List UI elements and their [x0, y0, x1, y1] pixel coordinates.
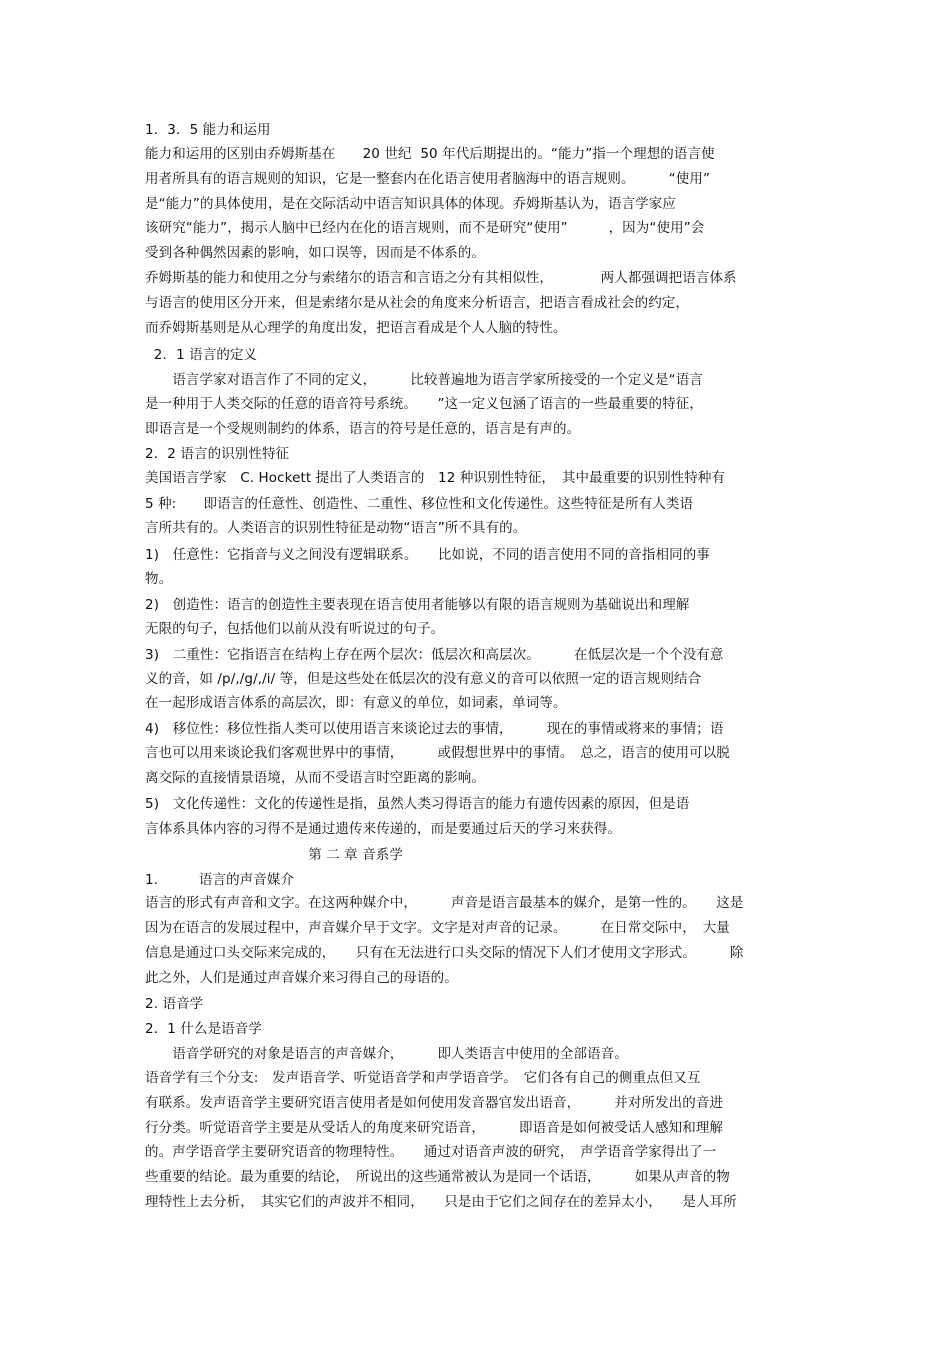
text-line: 是一种用于人类交际的任意的语音符号系统。 ”这一定义包涵了语言的一些最重要的特征， [145, 396, 703, 412]
text-line: 些重要的结论。最为重要的结论， 所说出的这些通常被认为是同一个话语， 如果从声音的物 [145, 1169, 730, 1185]
text-line: 理特性上去分析， 其实它们的声波并不相同， 只是由于它们之间存在的差异太小， 是人耳所 [145, 1194, 737, 1210]
list-item: 2) 创造性：语言的创造性主要表现在语言使用者能够以有限的语言规则为基础说出和理解 [145, 597, 690, 613]
text-line: 行分类。听觉语音学主要是从受话人的角度来研究语音， 即语音是如何被受话人感知和理解 [145, 1120, 724, 1136]
section-heading: 2. 语音学 [145, 996, 204, 1012]
text-line: 用者所具有的语言规则的知识，它是一整套内在化语言使用者脑海中的语言规则。 “使用” [145, 171, 711, 187]
text-line: 语言学家对语言作了不同的定义， 比较普遍地为语言学家所接受的一个定义是“语言 [145, 372, 703, 388]
text-line: 即语言是一个受规则制约的体系，语言的符号是任意的，语言是有声的。 [145, 421, 581, 437]
text-line: 乔姆斯基的能力和使用之分与索绪尔的语言和言语之分有其相似性， 两人都强调把语言体系 [145, 270, 737, 286]
chapter-title: 第 二 章 音系学 [145, 847, 403, 863]
text-line: 言也可以用来谈论我们客观世界中的事情， 或假想世界中的事情。 总之，语言的使用可以脱 [145, 745, 730, 761]
list-item: 1) 任意性：它指音与义之间没有逻辑联系。 比如说，不同的语言使用不同的音指相同的事 [145, 547, 710, 563]
text-line: 是“能力”的具体使用，是在交际活动中语言知识具体的体现。乔姆斯基认为，语言学家应 [145, 196, 676, 212]
text-line: 语音学有三个分支: 发声语音学、听觉语音学和声学语音学。 它们各有自己的侧重点但又互 [145, 1070, 701, 1086]
text-line: 有联系。发声语音学主要研究语言使用者是如何使用发音器官发出语音， 并对所发出的音进 [145, 1095, 724, 1111]
list-item: 3) 二重性：它指语言在结构上存在两个层次：低层次和高层次。 在低层次是一个个没有意 [145, 647, 724, 663]
text-line: 与语言的使用区分开来，但是索绪尔是从社会的角度来分析语言，把语言看成社会的约定， [145, 295, 689, 311]
text-line: 无限的句子，包括他们以前从没有听说过的句子。 [145, 621, 445, 637]
text-line: 能力和运用的区别由乔姆斯基在 20 世纪 50 年代后期提出的。“能力”指一个理想的语言使 [145, 146, 715, 162]
text-line: 离交际的直接情景语境，从而不受语言时空距离的影响。 [145, 770, 485, 786]
text-line: 该研究“能力”，揭示人脑中已经内在化的语言规则，而不是研究“使用” ，因为“使用”会 [145, 220, 705, 236]
text-line: 在一起形成语言体系的高层次，即：有意义的单位，如词素，单词等。 [145, 695, 567, 711]
text-line: 义的音，如 /p/,/g/,/i/ 等，但是这些处在低层次的没有意义的音可以依照一定的语言规则结合 [145, 671, 702, 687]
text-line: 1．3．5 能力和运用 [145, 122, 271, 138]
list-item: 5) 文化传递性：文化的传递性是指，虽然人类习得语言的能力有遗传因素的原因，但是语 [145, 796, 690, 812]
text-line: 言所共有的。人类语言的识别性特征是动物“语言”所不具有的。 [145, 520, 527, 536]
section-heading: 2．1 语言的定义 [145, 347, 258, 363]
text-line: 因为在语言的发展过程中，声音媒介早于文字。文字是对声音的记录。 在日常交际中， 大量 [145, 920, 730, 936]
text-line: 美国语言学家 C. Hockett 提出了人类语言的 12 种识别性特征， 其中最重要的识别性特种有 [145, 470, 726, 486]
section-heading: 1. 语言的声音媒介 [145, 872, 295, 888]
text-line: 言体系具体内容的习得不是通过遗传来传递的，而是要通过后天的学习来获得。 [145, 821, 621, 837]
text-line: 而乔姆斯基则是从心理学的角度出发，把语言看成是个人人脑的特性。 [145, 320, 567, 336]
section-heading: 2．2 语言的识别性特征 [145, 446, 290, 462]
text-line: 受到各种偶然因素的影响，如口误等，因而是不体系的。 [145, 245, 485, 261]
text-line: 语言的形式有声音和文字。在这两种媒介中， 声音是语言最基本的媒介，是第一性的。 这是 [145, 895, 744, 911]
list-item: 4) 移位性：移位性指人类可以使用语言来谈论过去的事情， 现在的事情或将来的事情；语 [145, 721, 724, 737]
section-heading: 2．1 什么是语音学 [145, 1021, 262, 1037]
text-line: 信息是通过口头交际来完成的， 只有在无法进行口头交际的情况下人们才使用文字形式。 除 [145, 945, 744, 961]
text-line: 此之外，人们是通过声音媒介来习得自己的母语的。 [145, 970, 458, 986]
text-line: 语音学研究的对象是语言的声音媒介， 即人类语言中使用的全部语音。 [145, 1046, 628, 1062]
text-line: 5 种: 即语言的任意性、创造性、二重性、移位性和文化传递性。这些特征是所有人类语 [145, 496, 694, 512]
text-line: 的。声学语音学主要研究语音的物理特性。 通过对语音声波的研究， 声学语音学家得出了一 [145, 1144, 717, 1160]
text-line: 物。 [145, 571, 173, 587]
